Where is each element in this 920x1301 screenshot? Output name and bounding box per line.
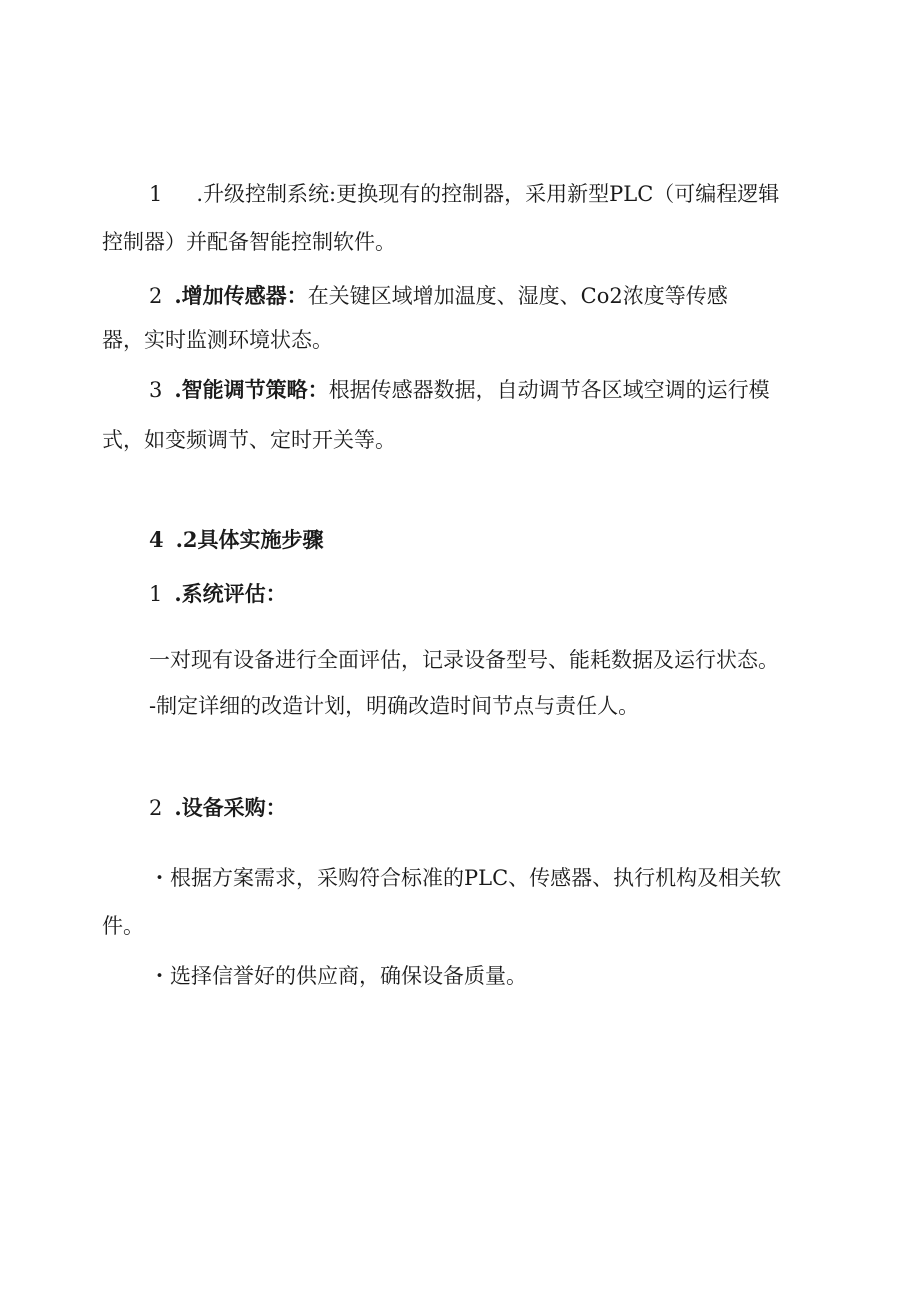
item-3-title: .智能调节策略： bbox=[174, 377, 329, 402]
item-2-line-2: 器，实时监测环境状态。 bbox=[102, 328, 333, 352]
section-title: .2具体实施步骤 bbox=[175, 527, 324, 552]
item-3-line-2: 式，如变频调节、定时开关等。 bbox=[102, 428, 396, 452]
item-1-line-2: 控制器）并配备智能控制软件。 bbox=[102, 230, 396, 254]
section-number: 4 bbox=[149, 527, 164, 552]
step-2-number: 2 bbox=[149, 796, 163, 820]
item-1-title: 升级控制系统: bbox=[203, 182, 337, 206]
item-1-line-1 bbox=[149, 180, 779, 208]
step-2-bullet-1-line-2: 件。 bbox=[102, 914, 144, 938]
item-1-dot: . bbox=[196, 182, 204, 206]
item-2-number: 2 bbox=[149, 284, 163, 308]
item-2-text: 在关键区域增加温度、湿度、Co2浓度等传感 bbox=[307, 284, 728, 308]
section-heading bbox=[149, 526, 324, 554]
item-2-title: .增加传感器： bbox=[174, 283, 308, 308]
step-1-bullet-1: 一对现有设备进行全面评估，记录设备型号、能耗数据及运行状态。 bbox=[149, 648, 779, 672]
step-2-bullet-2: ・选择信誉好的供应商，确保设备质量。 bbox=[149, 964, 527, 988]
step-1-number: 1 bbox=[149, 582, 163, 606]
item-3-text: 根据传感器数据，自动调节各区域空调的运行模 bbox=[328, 378, 770, 402]
step-1-bullet-2: -制定详细的改造计划，明确改造时间节点与责任人。 bbox=[149, 694, 640, 718]
step-1-heading bbox=[149, 580, 287, 608]
item-3-number: 3 bbox=[149, 378, 163, 402]
step-2-title: .设备采购： bbox=[174, 795, 287, 820]
step-2-heading bbox=[149, 794, 287, 822]
item-3-line-1 bbox=[149, 376, 770, 404]
step-2-bullet-1-line-1: ・根据方案需求，采购符合标准的PLC、传感器、执行机构及相关软 bbox=[149, 866, 782, 890]
step-1-title: .系统评估： bbox=[174, 581, 287, 606]
item-1-text: 更换现有的控制器，采用新型PLC（可编程逻辑 bbox=[336, 182, 780, 206]
item-1-number: 1 bbox=[149, 182, 163, 206]
item-2-line-1 bbox=[149, 282, 728, 310]
